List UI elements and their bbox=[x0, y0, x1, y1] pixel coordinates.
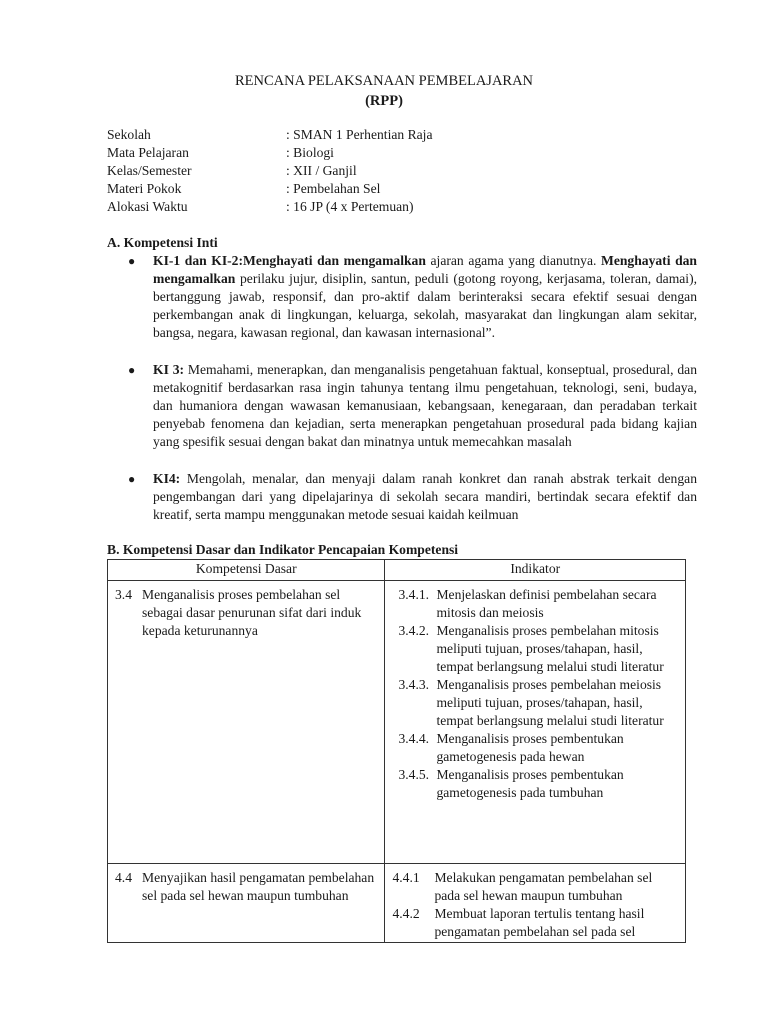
ki-1-2-paragraph bbox=[153, 252, 697, 342]
indicator-number: 3.4.2. bbox=[398, 623, 430, 638]
indicator-text: Menganalisis proses pembelahan meiosis meliputi tujuan, proses/tahapan, hasil, tempat berlangsung melalui studi literatur bbox=[436, 677, 664, 728]
indicator-cell bbox=[385, 581, 686, 864]
bullet-icon: ● bbox=[128, 363, 136, 377]
ki-3-text: Memahami, menerapkan, dan menganalisis pengetahuan faktual, konseptual, prosedural, dan metakognitif berdasarkan rasa ingin tahunya tentang ilmu pengetahuan, teknologi, seni, budaya, dan humaniora dengan wawasan kemanusiaan, kebangsaan, kenegaraan, dan peradaban terkait penyebab fenomena dan kejadian, serta menerapkan pengetahuan prosedural pada bidang kajian yang spesifik sesuai dengan bakat dan minatnya untuk memecahkan masalah bbox=[153, 362, 697, 450]
indicator-item bbox=[386, 586, 678, 622]
indicator-text: Menjelaskan definisi pembelahan secara mitosis dan meiosis bbox=[436, 587, 657, 620]
indicator-text: Membuat laporan tertulis tentang hasil pengamatan pembelahan sel pada sel bbox=[434, 906, 645, 939]
header-kompetensi-dasar: Kompetensi Dasar bbox=[108, 560, 385, 581]
bullet-icon: ● bbox=[128, 254, 136, 268]
ki-1-2-label: KI-1 dan KI-2:Menghayati dan mengamalkan bbox=[153, 253, 426, 268]
kd-cell bbox=[108, 581, 385, 864]
ki-3-label: KI 3: bbox=[153, 362, 185, 377]
table-row bbox=[108, 864, 686, 943]
indicator-number: 4.4.1 bbox=[392, 870, 420, 885]
identity-value-time: : 16 JP (4 x Pertemuan) bbox=[286, 199, 414, 214]
ki-3-paragraph bbox=[153, 361, 697, 451]
indicator-number: 4.4.2 bbox=[392, 906, 420, 921]
document-subtitle: (RPP) bbox=[365, 93, 403, 109]
section-b-heading: B. Kompetensi Dasar dan Indikator Pencapaian Kompetensi bbox=[107, 542, 459, 557]
indicator-item bbox=[386, 869, 678, 905]
identity-value-topic: : Pembelahan Sel bbox=[286, 181, 381, 196]
ki-4-text: Mengolah, menalar, dan menyaji dalam ranah konkret dan ranah abstrak terkait dengan pengembangan dari yang dipelajarinya di sekolah secara mandiri, bertindak secara efektif dan kreatif, serta mampu menggunakan metode sesuai kaidah keilmuan bbox=[153, 471, 697, 523]
ki-1-2-emphasis: Menghayati dan mengamalkan bbox=[153, 253, 697, 287]
indicator-number: 3.4.5. bbox=[398, 767, 430, 782]
indicator-item bbox=[386, 905, 678, 941]
identity-label-class: Kelas/Semester bbox=[107, 163, 192, 178]
ki-1-2-text-b: perilaku jujur, disiplin, santun, peduli (gotong royong, kerjasama, toleran, damai), bertanggung jawab, responsif, dan pro-aktif dalam berinteraksi secara efektif sesuai dengan perkembangan anak di lingkungan, keluarga, sekolah, masyarakat dan lingkungan alam sekitar, bangsa, negara, kawasan regional, dan kawasan internasional”. bbox=[153, 271, 697, 341]
kd-text: Menyajikan hasil pengamatan pembelahan sel pada sel hewan maupun tumbuhan bbox=[142, 870, 375, 903]
ki-1-2-text-a: ajaran agama yang dianutnya. bbox=[425, 253, 601, 268]
section-a-heading: A. Kompetensi Inti bbox=[107, 235, 218, 250]
indicator-item bbox=[386, 766, 678, 802]
indicator-item bbox=[386, 730, 678, 766]
bullet-icon: ● bbox=[128, 472, 136, 486]
identity-label-school: Sekolah bbox=[107, 127, 151, 142]
kd-text: Menganalisis proses pembelahan sel sebagai dasar penurunan sifat dari induk kepada keturunannya bbox=[142, 587, 362, 638]
ki-4-paragraph bbox=[153, 470, 697, 524]
indicator-number: 3.4.3. bbox=[398, 677, 430, 692]
indicator-text: Menganalisis proses pembelahan mitosis meliputi tujuan, proses/tahapan, hasil, tempat berlangsung melalui studi literatur bbox=[436, 623, 664, 674]
indicator-number: 3.4.1. bbox=[398, 587, 430, 602]
kd-number: 3.4 bbox=[115, 587, 132, 602]
kd-number: 4.4 bbox=[115, 870, 132, 885]
document-title: RENCANA PELAKSANAAN PEMBELAJARAN bbox=[234, 73, 534, 89]
indicator-text: Melakukan pengamatan pembelahan sel pada sel hewan maupun tumbuhan bbox=[434, 870, 653, 903]
indicator-item bbox=[386, 622, 678, 676]
competency-table bbox=[107, 559, 686, 943]
table-row bbox=[108, 581, 686, 864]
header-indikator: Indikator bbox=[385, 560, 686, 581]
indicator-text: Menganalisis proses pembentukan gametogenesis pada hewan bbox=[436, 731, 624, 764]
identity-value-subject: : Biologi bbox=[286, 145, 334, 160]
indicator-number: 3.4.4. bbox=[398, 731, 430, 746]
identity-label-topic: Materi Pokok bbox=[107, 181, 182, 196]
kd-cell bbox=[108, 864, 385, 943]
identity-label-subject: Mata Pelajaran bbox=[107, 145, 189, 160]
indicator-text: Menganalisis proses pembentukan gametogenesis pada tumbuhan bbox=[436, 767, 624, 800]
ki-4-label: KI4: bbox=[153, 471, 181, 486]
identity-label-time: Alokasi Waktu bbox=[107, 199, 188, 214]
indicator-item bbox=[386, 676, 678, 730]
identity-value-school: : SMAN 1 Perhentian Raja bbox=[286, 127, 433, 142]
table-header-row bbox=[108, 560, 686, 581]
indicator-cell bbox=[385, 864, 686, 943]
identity-value-class: : XII / Ganjil bbox=[286, 163, 357, 178]
